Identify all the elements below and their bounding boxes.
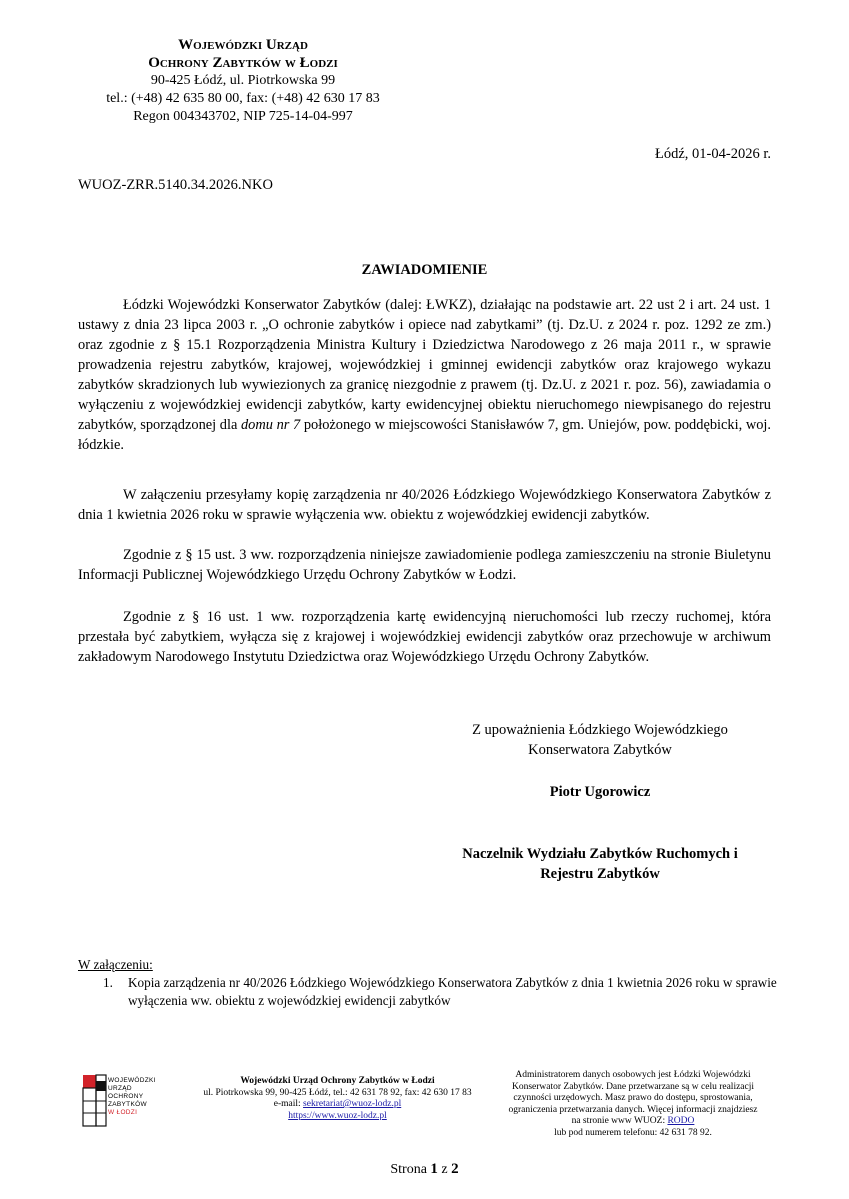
paragraph-2 [78, 485, 771, 525]
footer-www-line [185, 1111, 490, 1123]
paragraph-1-part-a: Łódzki Wojewódzki Konserwator Zabytków (dalej: ŁWKZ), działając na podstawie art. 22 ust 2 i art. 24 ust. 1 ustawy z dnia 23 lipca 2003 r. „O ochronie zabytków i opiece nad zabytkami” (tj. Dz.U. z 2024 r. poz. 1292 ze zm.) oraz zgodnie z § 15.1 Rozporządzenia Ministra Kultury i Dziedzictwa Narodowego z 26 maja 2011 r., w sprawie prowadzenia rejestru zabytków, krajowej, wojewódzkiej i gminnej ewidencji zabytków oraz krajowego wykazu zabytków skradzionych lub wywiezionych za granicę niezgodnie z prawem (tj. Dz.U. z 2021 r. poz. 56), zawiadamia o wyłączeniu z wojewódzkiej ewidencji zabytków, karty ewidencyjnej obiektu nieruchomego niewpisanego do rejestru zabytków, sporządzonej dla [78, 297, 771, 433]
gdpr-line-2: Konserwator Zabytków. Dane przetwarzane są w celu realizacji [511, 1081, 755, 1092]
paragraph-2-text: W załączeniu przesyłamy kopię zarządzenia nr 40/2026 Łódzkiego Wojewódzkiego Konserwatora Zabytków z dnia 1 kwietnia 2026 roku w sprawie wyłączenia ww. obiektu z wojewódzkiej ewidencji zabytków. [78, 487, 771, 523]
signatory-name: Piotr Ugorowicz [549, 784, 651, 800]
document-date: Łódź, 01-04-2026 r. [655, 146, 771, 162]
letterhead-address: 90-425 Łódź, ul. Piotrkowska 99 [150, 73, 336, 88]
gdpr-rodo-link[interactable]: RODO [667, 1116, 695, 1126]
logo-line: WOJEWÓDZKI [108, 1077, 156, 1084]
gdpr-rodo-prefix: na stronie www WUOZ: [571, 1116, 668, 1126]
gdpr-line-3: czynności urzędowych. Masz prawo do dostępu, sprostowania, [513, 1093, 753, 1103]
paragraph-4-text: Zgodnie z § 16 ust. 1 ww. rozporządzenia kartę ewidencyjną nieruchomości lub rzeczy ruchomej, która przestała być zabytkiem, wyłącza się z krajowej i wojewódzkiej ewidencji zabytków oraz przechowuje w archiwum zakładowym Narodowego Instytutu Dziedzictwa oraz Wojewódzkiego Urzędu Ochrony Zabytków. [78, 609, 771, 665]
signatory-position [430, 844, 770, 884]
paragraph-1-part-b: położonego w miejscowości Stanisławów 7, gm. Uniejów, pow. poddębicki, woj. łódzkie. [78, 417, 772, 453]
logo-text [108, 1077, 156, 1117]
page-number [0, 1161, 849, 1178]
document-title: ZAWIADOMIENIE [361, 262, 488, 278]
page-prefix: Strona [390, 1162, 431, 1177]
letterhead-phone: tel.: (+48) 42 635 80 00, fax: (+48) 42 630 17 83 [106, 91, 380, 106]
attachments-label: W załączeniu: [78, 957, 153, 972]
footer-contact [185, 1076, 490, 1122]
gdpr-line-5 [493, 1116, 773, 1128]
letterhead [78, 36, 408, 126]
page-total: 2 [451, 1161, 459, 1177]
paragraph-3 [78, 545, 771, 585]
footer-email-prefix: e-mail: [273, 1099, 304, 1109]
logo-line: W ŁODZI [108, 1109, 138, 1116]
footer-www-link[interactable]: https://www.wuoz-lodz.pl [288, 1110, 387, 1121]
case-reference: WUOZ-ZRR.5140.34.2026.NKO [78, 177, 273, 193]
authorization-line-2: Konserwatora Zabytków [528, 742, 672, 758]
page-separator: z [437, 1162, 452, 1177]
logo-line: ZABYTKÓW [108, 1101, 147, 1108]
paragraph-3-text: Zgodnie z § 15 ust. 3 ww. rozporządzenia niniejsze zawiadomienie podlega zamieszczeniu na stronie Biuletynu Informacji Publicznej Wojewódzkiego Urzędu Ochrony Zabytków w Łodzi. [78, 547, 771, 583]
gdpr-line-4: ograniczenia przetwarzania danych. Więcej informacji znajdziesz [508, 1104, 758, 1115]
office-logo [82, 1073, 162, 1131]
footer-email-link[interactable]: sekretariat@wuoz-lodz.pl [303, 1099, 402, 1109]
gdpr-line-1: Administratorem danych osobowych jest Łódzki Wojewódzki [515, 1070, 751, 1080]
attachment-item [78, 974, 778, 1010]
gdpr-line-6: lub pod numerem telefonu: 42 631 78 92. [554, 1127, 712, 1138]
logo-line: OCHRONY [108, 1093, 144, 1100]
paragraph-1 [78, 295, 771, 455]
attachment-text: Kopia zarządzenia nr 40/2026 Łódzkiego Wojewódzkiego Konserwatora Zabytków z dnia 1 kwietnia 2026 roku w sprawie wyłączenia ww. obiektu z wojewódzkiej ewidencji zabytków [128, 975, 777, 1008]
paragraph-1-object: domu nr 7 [240, 417, 301, 433]
authorization-block [430, 720, 770, 760]
attachment-number: 1. [103, 975, 113, 990]
position-line-2: Rejestru Zabytków [540, 866, 660, 882]
logo-line: URZĄD [108, 1085, 132, 1092]
footer-title: Wojewódzki Urząd Ochrony Zabytków w Łodzi [240, 1076, 435, 1086]
letterhead-line-1: Wojewódzki Urząd [178, 37, 308, 53]
authorization-line-1: Z upoważnienia Łódzkiego Wojewódzkiego [472, 722, 728, 738]
footer-address: ul. Piotrkowska 99, 90-425 Łódź, tel.: 42 631 78 92, fax: 42 630 17 83 [203, 1087, 472, 1098]
attachments-section [78, 956, 778, 1010]
page-current: 1 [430, 1161, 438, 1177]
position-line-1: Naczelnik Wydziału Zabytków Ruchomych i [462, 846, 738, 862]
footer-email-line [185, 1099, 490, 1111]
footer-gdpr [493, 1070, 773, 1139]
letterhead-regon: Regon 004343702, NIP 725-14-04-997 [133, 109, 353, 124]
letterhead-line-2: Ochrony Zabytków w Łodzi [148, 55, 338, 71]
paragraph-4 [78, 607, 771, 667]
